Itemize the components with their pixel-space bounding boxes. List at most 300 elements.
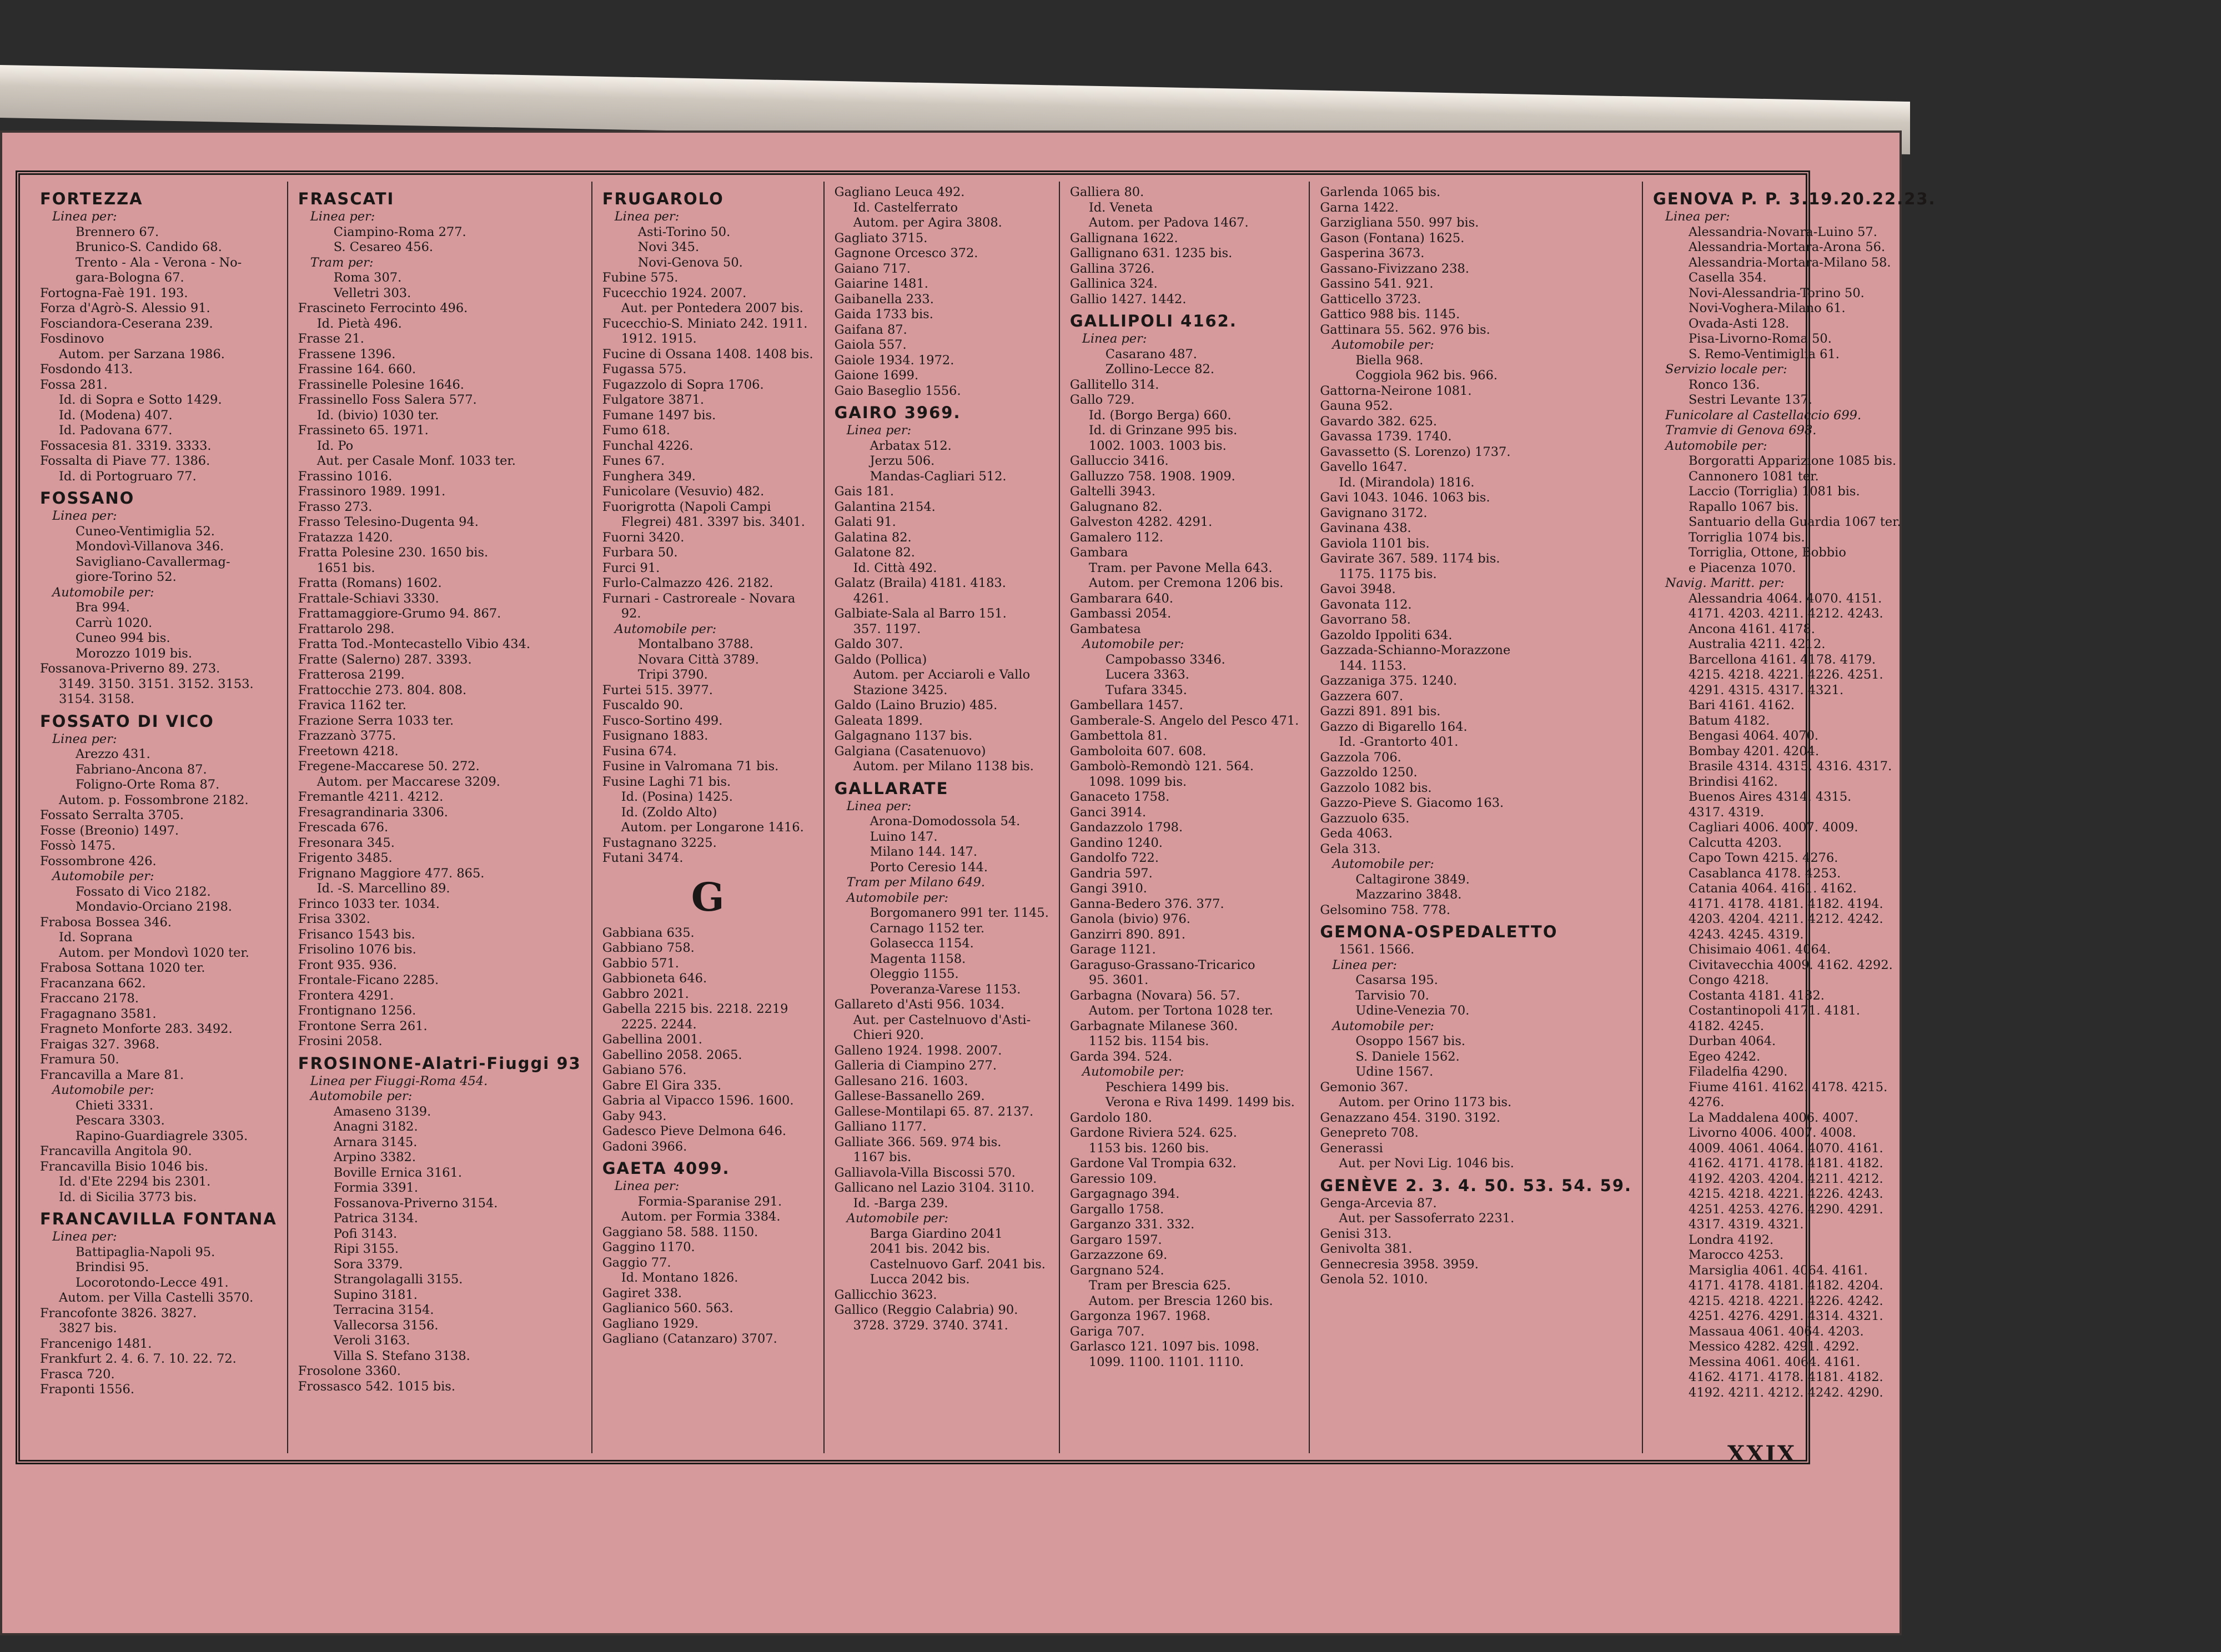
index-entry: Galugnano 82. xyxy=(1069,499,1163,514)
index-entry: Verona e Riva 1499. 1499 bis. xyxy=(1105,1095,1295,1109)
index-entry: 3827 bis. xyxy=(59,1321,117,1335)
index-entry: Formia 3391. xyxy=(333,1181,418,1195)
index-entry: Fosse (Breonio) 1497. xyxy=(40,823,179,838)
index-entry: Gandria 597. xyxy=(1069,866,1153,881)
index-entry: Mandas-Cagliari 512. xyxy=(870,469,1007,484)
index-entry: Morozzo 1019 bis. xyxy=(76,646,193,661)
index-entry: Gadesco Pieve Delmona 646. xyxy=(602,1124,787,1138)
index-entry: Fremantle 4211. 4212. xyxy=(298,790,444,804)
index-entry: Mondavio-Orciano 2198. xyxy=(76,900,232,914)
index-entry: Ganzirri 890. 891. xyxy=(1069,927,1186,942)
index-entry: Novi 345. xyxy=(637,240,700,254)
section-heading: GALLIPOLI 4162. xyxy=(1069,312,1237,330)
index-entry: Autom. per Cremona 1206 bis. xyxy=(1088,576,1284,590)
index-entry: Brindisi 4162. xyxy=(1689,774,1778,789)
index-entry: Gallareto d'Asti 956. 1034. xyxy=(834,997,1005,1012)
index-entry: Gaggino 1170. xyxy=(602,1240,695,1254)
index-entry: Brasile 4314. 4315. 4316. 4317. xyxy=(1689,759,1892,774)
index-entry: Frosini 2058. xyxy=(298,1034,383,1048)
index-entry: Autom. per Milano 1138 bis. xyxy=(853,759,1034,774)
index-entry: Gariga 707. xyxy=(1069,1324,1145,1339)
index-entry: Frosolone 3360. xyxy=(298,1364,401,1378)
index-entry: Garbagnate Milanese 360. xyxy=(1069,1018,1238,1033)
index-entry: Gais 181. xyxy=(834,484,894,499)
index-entry: 2041 bis. 2042 bis. xyxy=(870,1242,991,1256)
index-entry: Linea per: xyxy=(310,209,375,224)
index-entry: giore-Torino 52. xyxy=(76,570,177,584)
index-entry: Gazzola 706. xyxy=(1320,750,1401,765)
index-entry: Frontera 4291. xyxy=(298,988,394,1003)
index-entry: Lucera 3363. xyxy=(1105,667,1189,682)
index-entry: Futani 3474. xyxy=(602,851,684,865)
index-entry: Garganzo 331. 332. xyxy=(1069,1217,1195,1232)
index-entry: Gatticello 3723. xyxy=(1320,292,1421,307)
index-entry: Caltagirone 3849. xyxy=(1355,872,1470,887)
index-entry: Gavassa 1739. 1740. xyxy=(1320,429,1452,444)
index-entry: Linea per: xyxy=(614,1179,680,1193)
index-entry: Gabre El Gira 335. xyxy=(602,1078,722,1093)
index-entry: Fossalta di Piave 77. 1386. xyxy=(40,454,210,468)
index-entry: Frasso 273. xyxy=(298,499,373,514)
index-entry: Automobile per: xyxy=(846,1211,949,1226)
index-entry: Funicolare (Vesuvio) 482. xyxy=(602,484,765,499)
index-entry: Marocco 4253. xyxy=(1689,1248,1784,1262)
index-entry: Carrù 1020. xyxy=(76,615,153,630)
index-entry: Id. (Mirandola) 1816. xyxy=(1339,475,1475,490)
index-entry: Genazzano 454. 3190. 3192. xyxy=(1320,1110,1501,1125)
index-entry: Borgomanero 991 ter. 1145. xyxy=(870,906,1049,920)
index-entry: 4009. 4061. 4064. 4070. 4161. xyxy=(1689,1141,1883,1156)
index-entry: Linea per: xyxy=(1082,332,1147,346)
index-entry: Gagliato 3715. xyxy=(834,230,928,245)
index-entry: Fratazza 1420. xyxy=(298,530,393,545)
index-entry: Frassene 1396. xyxy=(298,347,396,361)
index-entry: Stazione 3425. xyxy=(853,682,948,697)
section-heading: FOSSATO DI VICO xyxy=(40,711,214,731)
index-entry: Tram per Milano 649. xyxy=(846,875,986,890)
index-entry: Gambolò-Remondò 121. 564. xyxy=(1069,759,1254,774)
section-heading: GAIRO 3969. xyxy=(834,403,961,422)
index-entry: 4171. 4203. 4211. 4212. 4243. xyxy=(1689,606,1883,621)
index-entry: Galgiana (Casatenuovo) xyxy=(834,744,986,759)
index-entry: Gagliano (Catanzaro) 3707. xyxy=(602,1332,777,1346)
index-entry: Fracanzana 662. xyxy=(40,976,146,991)
index-entry: 92. xyxy=(621,606,641,621)
index-entry: Galdo (Laino Bruzio) 485. xyxy=(834,698,998,712)
index-entry: Funchal 4226. xyxy=(602,438,694,453)
index-entry: 4182. 4245. xyxy=(1689,1018,1765,1033)
index-entry: Linea per: xyxy=(52,509,117,523)
index-entry: Gennecresia 3958. 3959. xyxy=(1320,1257,1479,1272)
index-entry: Villa S. Stefano 3138. xyxy=(333,1348,470,1363)
section-heading: FRASCATI xyxy=(298,189,395,208)
section-heading: GAETA 4099. xyxy=(602,1159,730,1178)
index-entry: Fulgatore 3871. xyxy=(602,393,705,407)
index-entry: Garlasco 121. 1097 bis. 1098. xyxy=(1069,1339,1260,1354)
index-entry: Carnago 1152 ter. xyxy=(870,921,985,936)
index-entry: Furlo-Calmazzo 426. 2182. xyxy=(602,576,773,590)
index-entry: Fabriano-Ancona 87. xyxy=(76,762,207,777)
index-entry: Id. (Posina) 1425. xyxy=(621,790,733,804)
index-entry: Fresagrandinaria 3306. xyxy=(298,805,448,820)
index-entry: Luino 147. xyxy=(870,829,938,844)
index-entry: Casella 354. xyxy=(1689,270,1767,285)
index-entry: Garbagna (Novara) 56. 57. xyxy=(1069,988,1240,1003)
index-entry: Gaiano 717. xyxy=(834,261,911,276)
index-entry: Id. Castelferrato xyxy=(853,200,958,215)
index-entry: Fusco-Sortino 499. xyxy=(602,713,723,728)
index-entry: Fraigas 327. 3968. xyxy=(40,1037,160,1052)
index-entry: Gagliano 1929. xyxy=(602,1316,699,1331)
index-entry: Francenigo 1481. xyxy=(40,1336,152,1351)
index-entry: Linea per: xyxy=(1665,209,1730,224)
index-entry: Fucecchio 1924. 2007. xyxy=(602,285,747,300)
index-entry: Gambara xyxy=(1069,545,1128,560)
index-entry: Boville Ernica 3161. xyxy=(333,1165,463,1180)
index-entry: Gazzi 891. 891 bis. xyxy=(1320,704,1441,719)
index-entry: Gaviola 1101 bis. xyxy=(1320,536,1430,551)
index-entry: 4317. 4319. 4321. xyxy=(1689,1217,1804,1232)
index-entry: Frazione Serra 1033 ter. xyxy=(298,713,454,728)
index-entry: Gabellina 2001. xyxy=(602,1032,702,1047)
index-entry: Fossò 1475. xyxy=(40,838,116,853)
index-entry: Automobile per: xyxy=(52,1083,154,1097)
index-entry: Marsiglia 4061. 4064. 4161. xyxy=(1689,1263,1868,1278)
index-entry: Formia-Sparanise 291. xyxy=(637,1194,782,1209)
index-entry: Bombay 4201. 4204. xyxy=(1689,744,1820,759)
index-entry: Bra 994. xyxy=(76,600,130,615)
index-entry: Brennero 67. xyxy=(76,224,159,239)
section-heading: GALLARATE xyxy=(834,779,949,798)
index-entry: Novi-Voghera-Milano 61. xyxy=(1689,301,1846,315)
index-entry: Fucecchio-S. Miniato 242. 1911. xyxy=(602,316,808,331)
index-entry: 4215. 4218. 4221. 4226. 4243. xyxy=(1689,1187,1883,1201)
index-entry: Gaiola 557. xyxy=(834,338,907,352)
index-entry: Tufara 3345. xyxy=(1105,682,1187,697)
index-entry: Freetown 4218. xyxy=(298,744,399,759)
index-entry: Cuneo-Ventimiglia 52. xyxy=(76,524,215,539)
index-entry: Udine-Venezia 70. xyxy=(1355,1003,1470,1018)
index-entry: Tramvie di Genova 698. xyxy=(1665,423,1817,438)
index-entry: Cagliari 4006. 4007. 4009. xyxy=(1689,820,1858,835)
index-entry: Fuorni 3420. xyxy=(602,530,685,545)
letter-divider: G xyxy=(691,873,725,920)
index-entry: Terracina 3154. xyxy=(333,1303,434,1317)
index-entry: Gamalero 112. xyxy=(1069,530,1164,545)
index-entry: Gaifana 87. xyxy=(834,322,907,337)
index-entry: Biella 968. xyxy=(1355,353,1424,368)
index-entry: Vallecorsa 3156. xyxy=(333,1318,439,1333)
index-entry: Galatone 82. xyxy=(834,545,915,560)
index-entry: Frabosa Bossea 346. xyxy=(40,915,172,930)
index-entry: Arnara 3145. xyxy=(333,1134,418,1149)
index-entry: 144. 1153. xyxy=(1339,658,1406,673)
index-entry: Gavorrano 58. xyxy=(1320,612,1411,627)
index-entry: Gallignana 1622. xyxy=(1069,230,1178,245)
index-entry: Gavi 1043. 1046. 1063 bis. xyxy=(1320,490,1490,505)
index-entry: Frisa 3302. xyxy=(298,912,370,926)
index-entry: Id. Pietà 496. xyxy=(316,316,402,331)
index-entry: Automobile per: xyxy=(1665,438,1767,453)
index-entry: 4162. 4171. 4178. 4181. 4182. xyxy=(1689,1370,1883,1384)
index-entry: Fossa 281. xyxy=(40,377,108,392)
index-entry: Garaguso-Grassano-Tricarico xyxy=(1069,957,1255,972)
index-entry: Brindisi 95. xyxy=(76,1260,149,1274)
index-entry: Fossanova-Priverno 3154. xyxy=(333,1196,498,1211)
index-entry: Fravica 1162 ter. xyxy=(298,698,406,712)
index-entry: 1099. 1100. 1101. 1110. xyxy=(1088,1354,1244,1369)
index-frame xyxy=(16,170,1936,1464)
index-entry: Autom. per Tortona 1028 ter. xyxy=(1088,1003,1273,1018)
index-entry: Frazzanò 3775. xyxy=(298,729,396,743)
index-entry: 1561. 1566. xyxy=(1339,942,1415,957)
index-entry: Automobile per: xyxy=(846,890,949,905)
index-entry: Servizio locale per: xyxy=(1665,362,1787,376)
index-entry: Anagni 3182. xyxy=(333,1119,418,1134)
index-entry: Garzigliana 550. 997 bis. xyxy=(1320,215,1479,230)
index-entry: Fusina 674. xyxy=(602,744,677,759)
index-entry: Aut. per Pontedera 2007 bis. xyxy=(621,301,803,315)
index-entry: Geda 4063. xyxy=(1320,826,1393,841)
index-entry: Casarano 487. xyxy=(1105,347,1197,361)
index-entry: Filadelfia 4290. xyxy=(1689,1064,1788,1079)
index-entry: Gargagnago 394. xyxy=(1069,1187,1180,1201)
index-entry: Galleria di Ciampino 277. xyxy=(834,1058,997,1073)
section-heading: FRANCAVILLA FONTANA xyxy=(40,1209,277,1228)
index-entry: Messina 4061. 4064. 4161. xyxy=(1689,1354,1861,1369)
index-entry: 1152 bis. 1154 bis. xyxy=(1088,1034,1209,1048)
index-entry: Funghera 349. xyxy=(602,469,696,484)
index-entry: Gallignano 631. 1235 bis. xyxy=(1069,246,1233,260)
index-entry: Tram per: xyxy=(310,255,374,270)
index-entry: Fiume 4161. 4162. 4178. 4215. xyxy=(1689,1079,1888,1094)
index-entry: Navig. Maritt. per: xyxy=(1665,576,1785,590)
index-entry: Id. (Modena) 407. xyxy=(59,408,173,423)
index-entry: Alessandria-Novara-Luino 57. xyxy=(1689,224,1877,239)
index-entry: Gabria al Vipacco 1596. 1600. xyxy=(602,1093,794,1108)
index-entry: Frabosa Sottana 1020 ter. xyxy=(40,961,205,975)
index-entry: 1098. 1099 bis. xyxy=(1088,774,1187,789)
index-entry: Linea per: xyxy=(52,731,117,746)
index-entry: Forza d'Agrò-S. Alessio 91. xyxy=(40,301,210,315)
index-entry: e Piacenza 1070. xyxy=(1689,560,1796,575)
index-entry: Peschiera 1499 bis. xyxy=(1105,1079,1229,1094)
index-entry: Id. di Grinzane 995 bis. xyxy=(1088,423,1238,438)
index-entry: Gaby 943. xyxy=(602,1108,667,1123)
index-entry: Fumo 618. xyxy=(602,423,670,438)
index-entry: Sestri Levante 137. xyxy=(1689,393,1812,407)
index-entry: Gandino 1240. xyxy=(1069,835,1163,850)
index-entry: Milano 144. 147. xyxy=(870,845,977,859)
index-entry: Cuneo 994 bis. xyxy=(76,631,170,645)
index-entry: Udine 1567. xyxy=(1355,1064,1434,1079)
index-entry: Gallese-Montilapi 65. 87. 2137. xyxy=(834,1104,1034,1119)
index-column-3 xyxy=(592,182,825,1453)
index-entry: S. Cesareo 456. xyxy=(333,240,434,254)
index-entry: Gabbiano 758. xyxy=(602,941,695,955)
index-entry: Genola 52. 1010. xyxy=(1320,1272,1428,1287)
index-columns xyxy=(30,182,1936,1453)
index-entry: Calcutta 4203. xyxy=(1689,835,1782,850)
index-entry: 1167 bis. xyxy=(853,1150,912,1164)
index-entry: Galdo (Pollica) xyxy=(834,652,927,667)
index-entry: Frinco 1033 ter. 1034. xyxy=(298,896,440,911)
index-entry: Galantina 2154. xyxy=(834,499,936,514)
index-entry: Fresonara 345. xyxy=(298,835,395,850)
index-entry: Gabbio 571. xyxy=(602,956,679,971)
index-entry: Gambassi 2054. xyxy=(1069,606,1172,621)
index-entry: Gallinica 324. xyxy=(1069,277,1158,291)
index-entry: Egeo 4242. xyxy=(1689,1049,1761,1064)
index-entry: Fratta (Romans) 1602. xyxy=(298,576,442,590)
index-entry: Chisimaio 4061. 4064. xyxy=(1689,942,1831,957)
index-entry: Gambarara 640. xyxy=(1069,591,1174,606)
index-entry: Gavoi 3948. xyxy=(1320,582,1396,596)
index-entry: Autom. per Formia 3384. xyxy=(621,1209,781,1224)
index-entry: Gazoldo Ippoliti 634. xyxy=(1320,627,1453,642)
index-entry: Gandolfo 722. xyxy=(1069,851,1159,865)
index-entry: Fuorigrotta (Napoli Campi xyxy=(602,499,771,514)
index-entry: Gadoni 3966. xyxy=(602,1139,687,1154)
index-entry: Fraponti 1556. xyxy=(40,1382,135,1397)
index-entry: Velletri 303. xyxy=(333,285,411,300)
index-entry: Autom. per Padova 1467. xyxy=(1088,215,1249,230)
index-entry: Bari 4161. 4162. xyxy=(1689,698,1795,712)
index-entry: Gazzo-Pieve S. Giacomo 163. xyxy=(1320,796,1504,810)
index-entry: Frasso Telesino-Dugenta 94. xyxy=(298,515,479,529)
index-entry: Frattamaggiore-Grumo 94. 867. xyxy=(298,606,501,621)
index-entry: Campobasso 3346. xyxy=(1105,652,1225,667)
index-entry: Gabellino 2058. 2065. xyxy=(602,1047,742,1062)
index-entry: Patrica 3134. xyxy=(333,1211,418,1226)
index-entry: Ciampino-Roma 277. xyxy=(333,224,466,239)
index-entry: Garlenda 1065 bis. xyxy=(1320,185,1441,199)
index-entry: Golasecca 1154. xyxy=(870,936,974,951)
index-entry: Gela 313. xyxy=(1320,841,1381,856)
index-entry: Frescada 676. xyxy=(298,820,389,835)
index-entry: Gallico (Reggio Calabria) 90. xyxy=(834,1303,1018,1317)
index-entry: Amaseno 3139. xyxy=(333,1104,431,1119)
index-entry: Gauna 952. xyxy=(1320,399,1393,413)
index-entry: Gambellara 1457. xyxy=(1069,698,1183,712)
index-entry: Linea per: xyxy=(846,799,912,814)
index-entry: Gargallo 1758. xyxy=(1069,1202,1164,1217)
index-entry: Linea per: xyxy=(52,1229,117,1244)
index-entry: Galliera 80. xyxy=(1069,185,1144,199)
index-entry: Automobile per: xyxy=(52,869,154,883)
index-entry: Pofi 3143. xyxy=(333,1226,398,1241)
index-entry: Id. Soprana xyxy=(59,930,133,945)
index-entry: Fragagnano 3581. xyxy=(40,1006,157,1021)
index-entry: Messico 4282. 4291. 4292. xyxy=(1689,1339,1860,1354)
index-entry: Frascineto Ferrocinto 496. xyxy=(298,301,468,315)
index-entry: Galluccio 3416. xyxy=(1069,454,1169,468)
index-entry: Frisolino 1076 bis. xyxy=(298,942,416,957)
index-entry: 4215. 4218. 4221. 4226. 4242. xyxy=(1689,1293,1883,1308)
index-entry: Furci 91. xyxy=(602,560,660,575)
index-entry: Montalbano 3788. xyxy=(637,637,753,651)
index-entry: Asti-Torino 50. xyxy=(637,224,731,239)
index-entry: Frassinello Foss Salera 577. xyxy=(298,393,477,407)
index-entry: Gazzera 607. xyxy=(1320,689,1404,704)
index-entry: Automobile per: xyxy=(1332,338,1434,352)
index-entry: 3728. 3729. 3740. 3741. xyxy=(853,1318,1008,1333)
index-entry: Gardolo 180. xyxy=(1069,1110,1152,1125)
index-entry: 4171. 4178. 4181. 4182. 4194. xyxy=(1689,896,1883,911)
index-entry: Autom. per Sarzana 1986. xyxy=(59,347,225,361)
index-entry: Arbatax 512. xyxy=(870,438,952,453)
index-entry: Castelnuovo Garf. 2041 bis. xyxy=(870,1257,1046,1272)
index-entry: Autom. p. Fossombrone 2182. xyxy=(59,792,249,807)
index-entry: Automobile per: xyxy=(1082,1064,1184,1079)
index-entry: Autom. per Longarone 1416. xyxy=(621,820,804,835)
index-entry: Frossasco 542. 1015 bis. xyxy=(298,1379,456,1394)
index-entry: Frasca 720. xyxy=(40,1367,115,1382)
index-entry: Pescara 3303. xyxy=(76,1113,165,1128)
index-entry: Aut. per Castelnuovo d'Asti- xyxy=(853,1012,1031,1027)
index-entry: Gardone Riviera 524. 625. xyxy=(1069,1126,1237,1140)
index-entry: 95. 3601. xyxy=(1088,973,1149,987)
index-entry: Rapallo 1067 bis. xyxy=(1689,499,1799,514)
index-entry: Galeata 1899. xyxy=(834,713,923,728)
index-entry: 3149. 3150. 3151. 3152. 3153. xyxy=(59,676,254,691)
index-entry: Laccio (Torriglia) 1081 bis. xyxy=(1689,484,1860,499)
index-entry: Galatina 82. xyxy=(834,530,912,545)
index-entry: Fraccano 2178. xyxy=(40,991,139,1006)
index-entry: Gabbioneta 646. xyxy=(602,971,707,986)
index-entry: Gandazzolo 1798. xyxy=(1069,820,1183,835)
index-entry: 1002. 1003. 1003 bis. xyxy=(1088,438,1227,453)
index-column-1 xyxy=(30,182,288,1453)
index-entry: Casablanca 4178. 4253. xyxy=(1689,866,1841,881)
index-entry: Id. di Sicilia 3773 bis. xyxy=(59,1189,197,1204)
index-column-4 xyxy=(825,182,1060,1453)
index-entry: Strangolagalli 3155. xyxy=(333,1272,463,1287)
index-entry: Automobile per: xyxy=(1332,857,1434,871)
index-entry: Aut. per Sassoferrato 2231. xyxy=(1339,1211,1515,1226)
index-entry: Fratta Polesine 230. 1650 bis. xyxy=(298,545,489,560)
index-entry: Linea per Fiuggi-Roma 454. xyxy=(310,1073,488,1088)
index-column-2 xyxy=(288,182,592,1453)
index-entry: Gabbro 2021. xyxy=(602,986,689,1001)
index-entry: Frankfurt 2. 4. 6. 7. 10. 22. 72. xyxy=(40,1352,237,1366)
index-entry: Fosdondo 413. xyxy=(40,362,133,376)
index-entry: Galgagnano 1137 bis. xyxy=(834,729,973,743)
index-entry: Torriglia, Ottone, Bobbio xyxy=(1689,545,1846,560)
index-entry: Battipaglia-Napoli 95. xyxy=(76,1244,215,1259)
index-entry: Galliano 1177. xyxy=(834,1119,927,1134)
index-entry: Borgoratti Apparizione 1085 bis. xyxy=(1689,454,1897,468)
index-entry: 4203. 4204. 4211. 4212. 4242. xyxy=(1689,912,1883,926)
index-entry: Fratta Tod.-Montecastello Vibio 434. xyxy=(298,637,531,651)
index-entry: Funes 67. xyxy=(602,454,665,468)
index-entry: Gaggio 77. xyxy=(602,1255,671,1270)
index-entry: Gagliano Leuca 492. xyxy=(834,185,965,199)
index-entry: Zollino-Lecce 82. xyxy=(1105,362,1214,376)
index-entry: Massaua 4061. 4064. 4203. xyxy=(1689,1324,1864,1339)
index-entry: Autom. per Villa Castelli 3570. xyxy=(59,1291,254,1305)
index-entry: 4276. xyxy=(1689,1095,1725,1109)
index-entry: Frasse 21. xyxy=(298,332,364,346)
index-entry: Frattocchie 273. 804. 808. xyxy=(298,682,467,697)
index-column-5 xyxy=(1060,182,1310,1453)
index-entry: Fugazzolo di Sopra 1706. xyxy=(602,377,764,392)
index-entry: Tram. per Pavone Mella 643. xyxy=(1088,560,1273,575)
index-entry: Barcellona 4161. 4178. 4179. xyxy=(1689,652,1876,667)
index-entry: Gambettola 81. xyxy=(1069,729,1168,743)
index-entry: Fusignano 1883. xyxy=(602,729,708,743)
index-entry: Capo Town 4215. 4276. xyxy=(1689,851,1838,865)
